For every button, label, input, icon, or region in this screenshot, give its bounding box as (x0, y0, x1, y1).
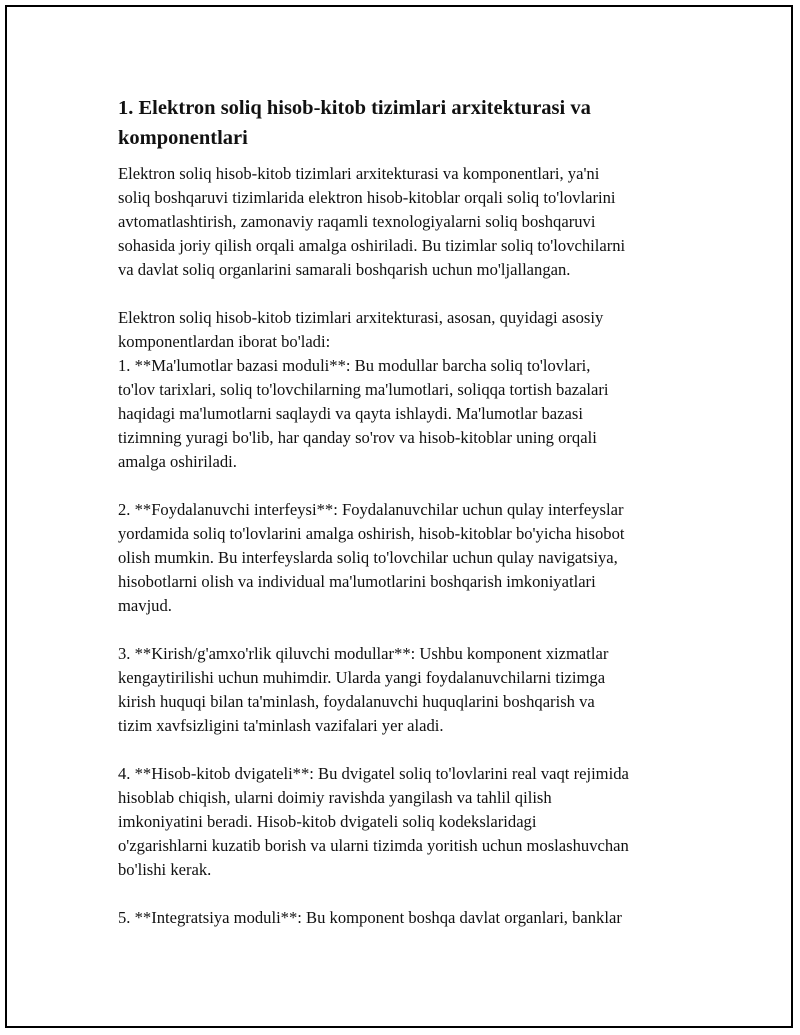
intro-paragraph: Elektron soliq hisob-kitob tizimlari arxitekturasi va komponentlari, ya'ni soliq boshqaruvi tizimlarida elektron hisob-kitoblar orqali soliq to'lovlarini avtomatlashtirish, zamonaviy raqamli texnologiyalarni soliq boshqaruvi sohasida joriy qilish orqali amalga oshiriladi. Bu tizimlar soliq to'lovchilarni va davlat soliq organlarini samarali boshqarish uchun mo'ljallangan. (118, 164, 626, 279)
component-item-4: 4. **Hisob-kitob dvigateli**: Bu dvigatel soliq to'lovlarini real vaqt rejimida hisoblab chiqish, ularni doimiy ravishda yangilash va tahlil qilish imkoniyatini beradi. Hisob-kitob dvigateli soliq kodekslaridagi o'zgarishlarni kuzatib borish va ularni tizimda yoritish uchun moslashuvchan bo'lishi kerak. (118, 764, 629, 879)
component-item-2: 2. **Foydalanuvchi interfeysi**: Foydalanuvchilar uchun qulay interfeyslar yordamida soliq to'lovlarini amalga oshirish, hisob-kitoblar bo'yicha hisobot olish mumkin. Bu interfeyslarda soliq to'lovchilar uchun qulay navigatsiya, hisobotlarni olish va individual ma'lumotlarini boshqarish imkoniyatlari mavjud. (118, 500, 625, 615)
component-item-5: 5. **Integratsiya moduli**: Bu komponent boshqa davlat organlari, banklar (118, 908, 622, 927)
document-body (118, 93, 698, 930)
components-paragraph: Elektron soliq hisob-kitob tizimlari arxitekturasi, asosan, quyidagi asosiy komponentlardan iborat bo'ladi: 1. **Ma'lumotlar bazasi moduli**: Bu modullar barcha soliq to'lovlari, to'lov tarixlari, soliq to'lovchilarning ma'lumotlari, soliqqa tortish bazalari haqidagi ma'lumotlarni saqlaydi va qayta ishlaydi. Ma'lumotlar bazasi tizimning yuragi bo'lib, har qanday so'rov va hisob-kitoblar uning orqali amalga oshiriladi. (118, 308, 609, 471)
section-heading: 1. Elektron soliq hisob-kitob tizimlari arxitekturasi va komponentlari (118, 97, 591, 149)
component-item-3: 3. **Kirish/g'amxo'rlik qiluvchi modullar**: Ushbu komponent xizmatlar kengaytirilishi uchun muhimdir. Ularda yangi foydalanuvchilarni tizimga kirish huquqi bilan ta'minlash, foydalanuvchi huquqlarini boshqarish va tizim xavfsizligini ta'minlash vazifalari yer aladi. (118, 644, 609, 735)
